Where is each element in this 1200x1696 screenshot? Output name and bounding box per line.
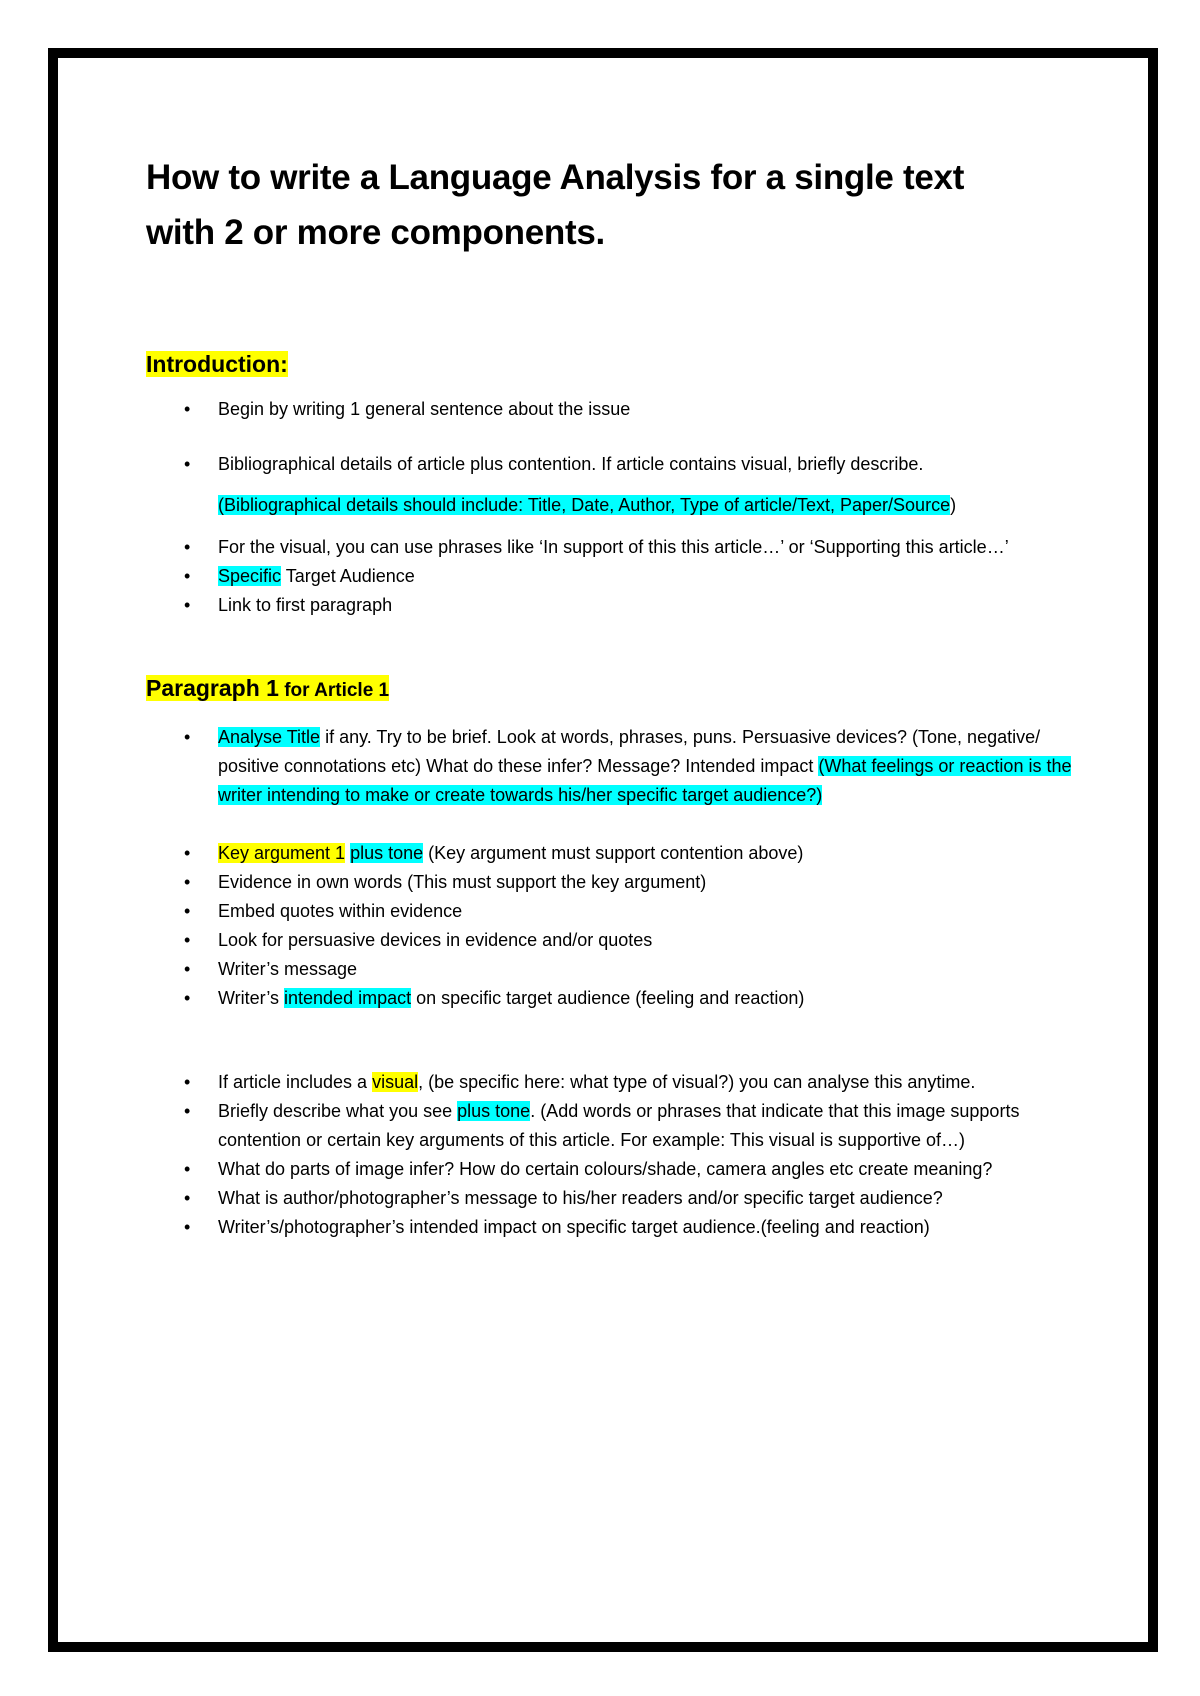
introduction-list-a [146, 395, 1076, 479]
list-item: • Briefly describe what you see plus tone. (Add words or phrases that indicate that this image supports contention or certain key arguments of this article. For example: This visual is supportive of…) [146, 1097, 1076, 1155]
list-item: • Link to first paragraph [146, 591, 1076, 620]
introduction-list-b [146, 533, 1076, 620]
list-item: • For the visual, you can use phrases like ‘In support of this this article…’ or ‘Supporting this article…’ [146, 533, 1076, 562]
list-item: • Bibliographical details of article plus contention. If article contains visual, briefly describe. [146, 450, 1076, 479]
document-title [146, 150, 1076, 260]
list-item: • Analyse Title if any. Try to be brief. Look at words, phrases, puns. Persuasive devices? (Tone, negative/ positive connotations etc) What do these infer? Message? Intended impact (What feelings or reaction is the writer intending to make or create towards his/her specific target audience?) [146, 723, 1076, 810]
bibliographic-note: (Bibliographical details should include: Title, Date, Author, Type of article/Text, Paper/Source) [218, 495, 957, 515]
introduction-heading: Introduction: [146, 351, 288, 377]
list-item: • Embed quotes within evidence [146, 897, 1076, 926]
list-item: • Specific Target Audience [146, 562, 1076, 591]
list-item: • Key argument 1 plus tone (Key argument must support contention above) [146, 839, 1076, 868]
list-item: • Writer’s intended impact on specific target audience (feeling and reaction) [146, 984, 1076, 1013]
paragraph-1-list-c [146, 1068, 1076, 1242]
list-item: • Begin by writing 1 general sentence about the issue [146, 395, 1076, 424]
list-item: • Writer’s message [146, 955, 1076, 984]
list-item: • If article includes a visual, (be specific here: what type of visual?) you can analyse this anytime. [146, 1068, 1076, 1097]
document-body [146, 150, 1076, 1242]
paragraph-1-list-b [146, 839, 1076, 1013]
title-line-1: How to write a Language Analysis for a single text [146, 158, 965, 197]
list-item: • Writer’s/photographer’s intended impact on specific target audience.(feeling and reaction) [146, 1213, 1076, 1242]
list-item: • Evidence in own words (This must support the key argument) [146, 868, 1076, 897]
title-line-2: with 2 or more components. [146, 213, 605, 252]
paragraph-1-list-a [146, 723, 1076, 810]
list-item: • What is author/photographer’s message to his/her readers and/or specific target audience? [146, 1184, 1076, 1213]
list-item: • What do parts of image infer? How do certain colours/shade, camera angles etc create meaning? [146, 1155, 1076, 1184]
list-item: • Look for persuasive devices in evidence and/or quotes [146, 926, 1076, 955]
paragraph-1-heading: Paragraph 1 for Article 1 [146, 675, 390, 701]
